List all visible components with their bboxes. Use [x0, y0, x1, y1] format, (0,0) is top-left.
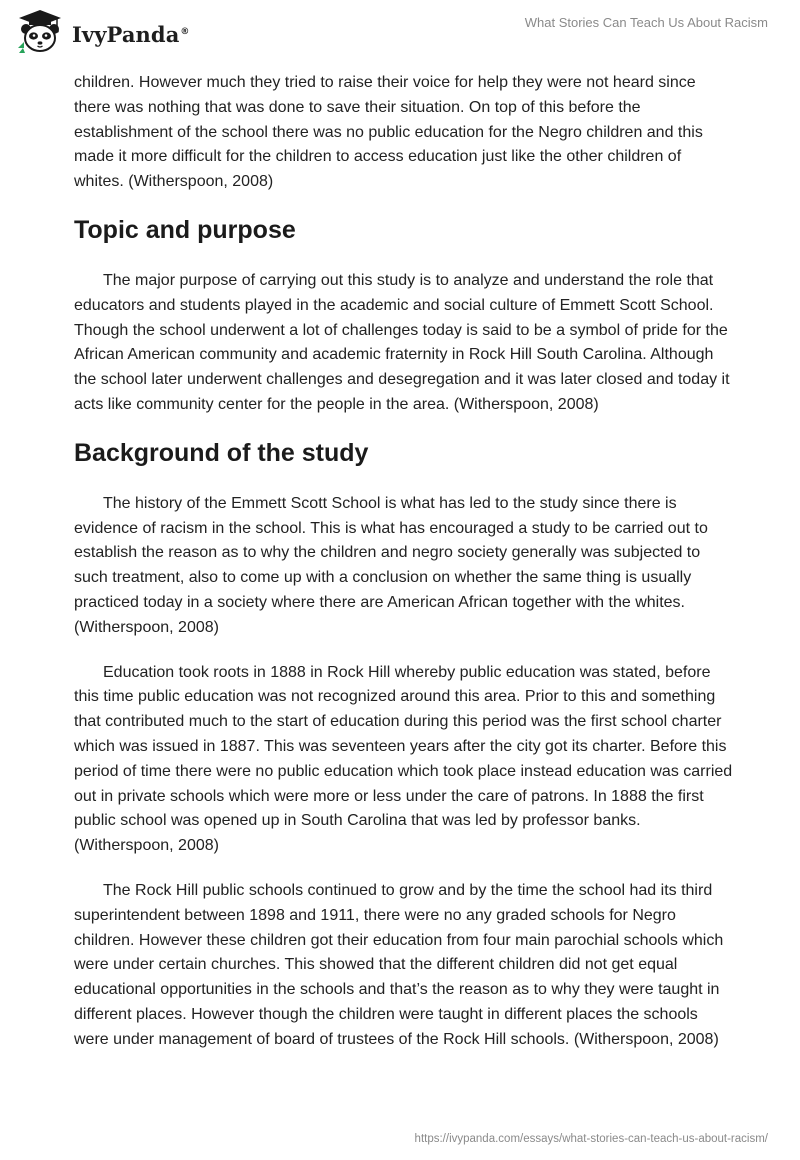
ivypanda-logo[interactable]: [14, 8, 190, 54]
section-heading-background: Background of the study: [74, 438, 369, 467]
intro-paragraph: children. However much they tried to raise their voice for help they were not heard since there was nothing that was done to save their situation. On top of this before the establishment of the school there was no public education for the Negro children and this made it more difficult for the children to access education just like the other children of whites. (Witherspoon, 2008): [74, 74, 703, 191]
paragraph: The Rock Hill public schools continued to grow and by the time the school had its third superintendent between 1898 and 1911, there were no any graded schools for Negro children. However these children got their education from four main parochial schools which were under certain churches. This showed that the different children did not get equal educational opportunities in the schools and that’s the reason as to why they were taught in different places. However though the children were taught in different places the schools were under management of board of trustees of the Rock Hill schools. (Witherspoon, 2008): [74, 881, 724, 1048]
registered-mark: ®: [180, 26, 190, 37]
panda-graduate-icon: [14, 8, 66, 54]
document-title: What Stories Can Teach Us About Racism: [524, 15, 768, 30]
essay-body: [74, 71, 734, 1073]
brand-name: IvyPanda®: [72, 21, 190, 47]
page-header: [0, 0, 800, 70]
paragraph: Education took roots in 1888 in Rock Hill whereby public education was stated, before this time public education was not recognized around this area. Prior to this and something that contributed much to the start of education during this period was the first school charter which was issued in 1887. This was seventeen years after the city got its charter. Before this period of time there were no public education which took place instead education was carried out in private schools which were more or less under the care of patrons. In 1888 the first public school was opened up in South Carolina that was led by professor banks. (Witherspoon, 2008): [74, 663, 733, 855]
paragraph: The major purpose of carrying out this study is to analyze and understand the role that educators and students played in the academic and social culture of Emmett Scott School. Though the school underwent a lot of challenges today is said to be a symbol of pride for the African American community and academic fraternity in Rock Hill South Carolina. Although the school later underwent challenges and desegregation and it was later closed and today it acts like community center for the people in the area. (Witherspoon, 2008): [74, 271, 730, 413]
paragraph: The history of the Emmett Scott School is what has led to the study since there is evidence of racism in the school. This is what has encouraged a study to be carried out to establish the reason as to why the children and negro society generally was subjected to such treatment, also to come up with a conclusion on whether the same thing is usually practiced today in a society where there are American African together with the whites. (Witherspoon, 2008): [74, 494, 708, 636]
section-heading-topic-purpose: Topic and purpose: [74, 215, 296, 244]
source-url-link[interactable]: https://ivypanda.com/essays/what-stories-can-teach-us-about-racism/: [414, 1133, 768, 1145]
